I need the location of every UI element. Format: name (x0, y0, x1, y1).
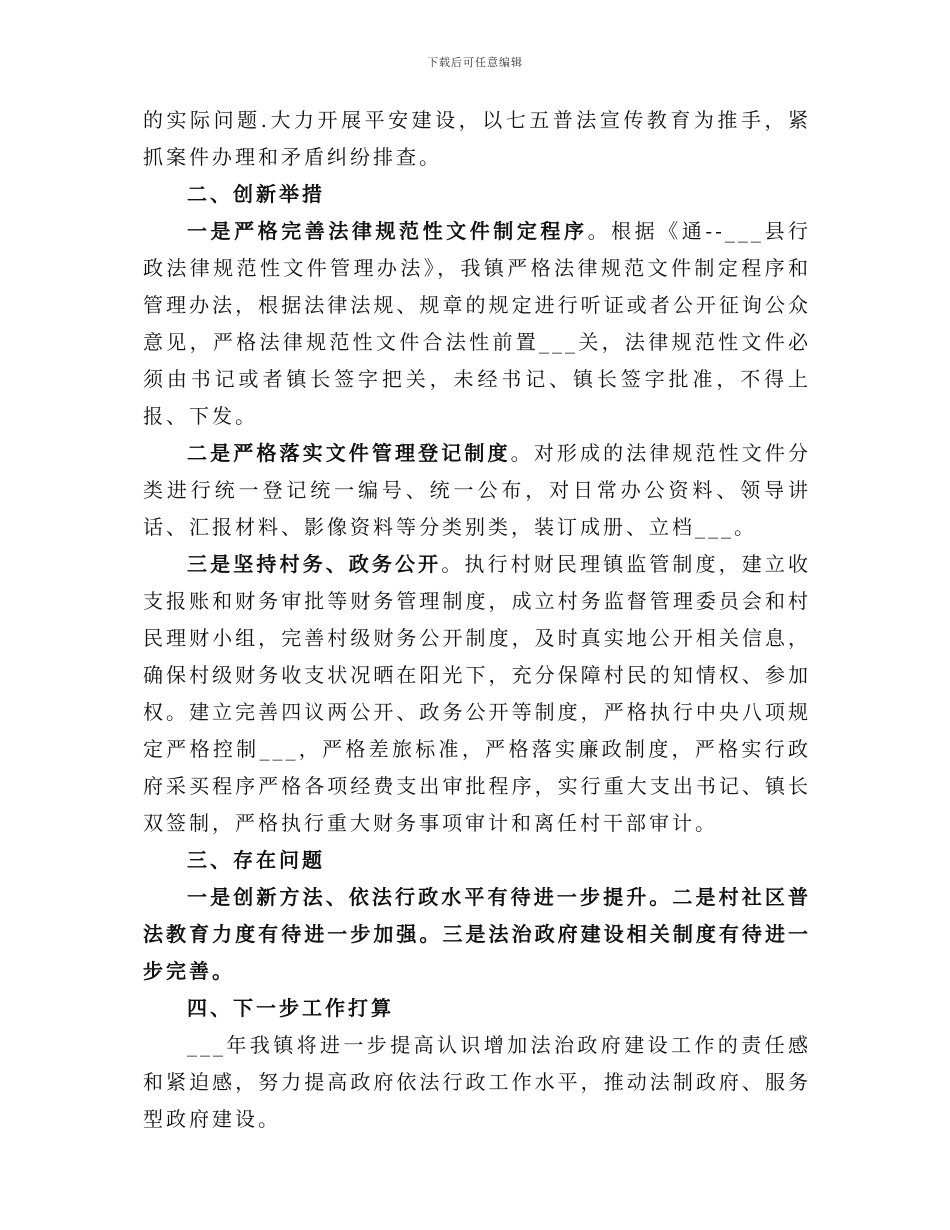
document-body (143, 102, 811, 1138)
measure-3-lead: 三是坚持村务、政务公开 (187, 552, 442, 576)
measure-1-lead: 一是严格完善法律规范性文件制定程序 (187, 219, 588, 243)
measure-2-lead: 二是严格落实文件管理登记制度 (187, 441, 511, 465)
section-heading-problems: 三、存在问题 (187, 848, 325, 872)
measure-1-body: 。根据《通--___县行政法律规范性文件管理办法》，我镇严格法律规范文件制定程序和管理办法，根据法律法规、规章的规定进行听证或者公开征询公众意见，严格法律规范性文件合法性前置___关，法律规范性文件必须由书记或者镇长签字把关，未经书记、镇长签字批准，不得上报、下发。 (143, 219, 812, 428)
paragraph-problems: 一是创新方法、依法行政水平有待进一步提升。二是村社区普法教育力度有待进一步加强。三是法治政府建设相关制度有待进一步完善。 (143, 885, 811, 983)
paragraph-intro: 的实际问题.大力开展平安建设，以七五普法宣传教育为推手，紧抓案件办理和矛盾纠纷排查。 (143, 108, 811, 169)
section-heading-innovation: 二、创新举措 (187, 182, 325, 206)
paragraph-measure-2 (143, 435, 811, 546)
paragraph-next-steps: ___年我镇将进一步提高认识增加法治政府建设工作的责任感和紧迫感，努力提高政府依法行政工作水平，推动法制政府、服务型政府建设。 (143, 1033, 811, 1131)
measure-2-body: 。对形成的法律规范性文件分类进行统一登记统一编号、统一公布，对日常办公资料、领导讲话、汇报材料、影像资料等分类别类，装订成册、立档___。 (143, 441, 812, 539)
page-header-note: 下载后可任意编辑 (427, 56, 523, 69)
paragraph-measure-3 (143, 546, 811, 842)
section-heading-next-steps: 四、下一步工作打算 (187, 996, 394, 1020)
paragraph-measure-1 (143, 213, 811, 435)
measure-3-body: 。执行村财民理镇监管制度，建立收支报账和财务审批等财务管理制度，成立村务监督管理委员会和村民理财小组，完善村级财务公开制度，及时真实地公开相关信息，确保村级财务收支状况晒在阳光下，充分保障村民的知情权、参加权。建立完善四议两公开、政务公开等制度，严格执行中央八项规定严格控制___，严格差旅标准，严格落实廉政制度，严格实行政府采买程序严格各项经费支出审批程序，实行重大支出书记、镇长双签制，严格执行重大财务事项审计和离任村干部审计。 (143, 552, 812, 835)
